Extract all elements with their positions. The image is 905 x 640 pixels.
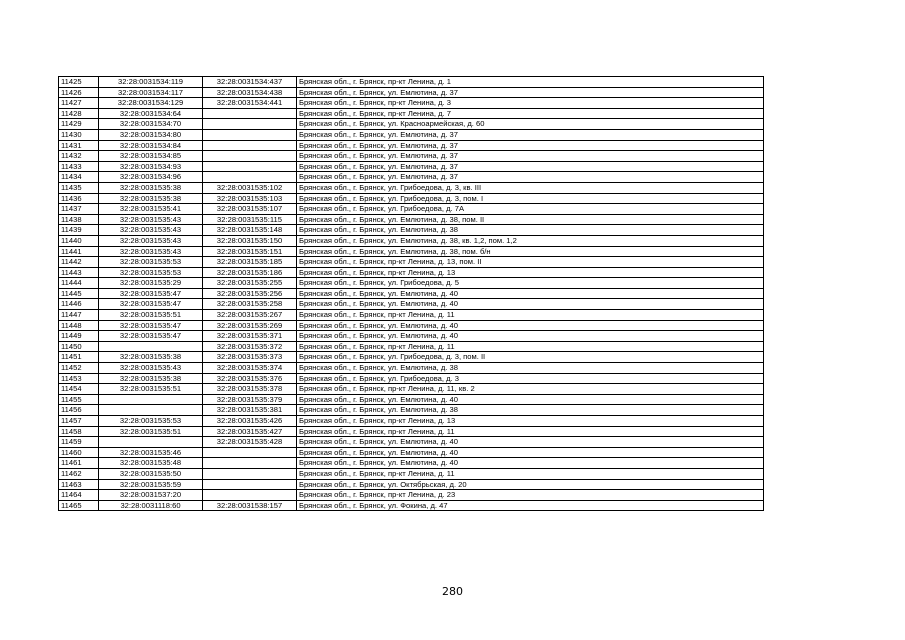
registry-table-body <box>59 77 764 511</box>
land-cadastral-number-cell: 32:28:0031535:50 <box>99 468 203 479</box>
object-cadastral-number-cell: 32:28:0031535:258 <box>203 299 297 310</box>
land-cadastral-number-cell: 32:28:0031535:46 <box>99 447 203 458</box>
row-number-cell: 11463 <box>59 479 99 490</box>
row-number-cell: 11462 <box>59 468 99 479</box>
land-cadastral-number-cell: 32:28:0031534:84 <box>99 140 203 151</box>
land-cadastral-number-cell: 32:28:0031535:51 <box>99 384 203 395</box>
address-cell: Брянская обл., г. Брянск, пр-кт Ленина, д. 13 <box>297 416 764 427</box>
object-cadastral-number-cell: 32:28:0031534:437 <box>203 77 297 88</box>
address-cell: Брянская обл., г. Брянск, ул. Грибоедова, д. 5 <box>297 278 764 289</box>
land-cadastral-number-cell: 32:28:0031537:20 <box>99 490 203 501</box>
row-number-cell: 11459 <box>59 437 99 448</box>
row-number-cell: 11439 <box>59 225 99 236</box>
row-number-cell: 11449 <box>59 331 99 342</box>
table-row <box>59 363 764 374</box>
table-row <box>59 108 764 119</box>
land-cadastral-number-cell: 32:28:0031535:41 <box>99 204 203 215</box>
table-row <box>59 299 764 310</box>
address-cell: Брянская обл., г. Брянск, ул. Красноармейская, д. 60 <box>297 119 764 130</box>
row-number-cell: 11460 <box>59 447 99 458</box>
land-cadastral-number-cell <box>99 437 203 448</box>
address-cell: Брянская обл., г. Брянск, пр-кт Ленина, д. 1 <box>297 77 764 88</box>
row-number-cell: 11446 <box>59 299 99 310</box>
object-cadastral-number-cell: 32:28:0031535:267 <box>203 310 297 321</box>
address-cell: Брянская обл., г. Брянск, ул. Емлютина, д. 40 <box>297 394 764 405</box>
address-cell: Брянская обл., г. Брянск, ул. Емлютина, д. 40 <box>297 299 764 310</box>
land-cadastral-number-cell: 32:28:0031535:47 <box>99 320 203 331</box>
land-cadastral-number-cell: 32:28:0031535:48 <box>99 458 203 469</box>
address-cell: Брянская обл., г. Брянск, ул. Емлютина, д. 40 <box>297 447 764 458</box>
row-number-cell: 11452 <box>59 363 99 374</box>
land-cadastral-number-cell: 32:28:0031535:47 <box>99 288 203 299</box>
address-cell: Брянская обл., г. Брянск, ул. Емлютина, д. 40 <box>297 458 764 469</box>
row-number-cell: 11427 <box>59 98 99 109</box>
address-cell: Брянская обл., г. Брянск, ул. Емлютина, д. 37 <box>297 87 764 98</box>
object-cadastral-number-cell <box>203 129 297 140</box>
table-row <box>59 437 764 448</box>
land-cadastral-number-cell: 32:28:0031535:38 <box>99 182 203 193</box>
table-row <box>59 235 764 246</box>
address-cell: Брянская обл., г. Брянск, пр-кт Ленина, д. 11 <box>297 310 764 321</box>
table-row <box>59 288 764 299</box>
address-cell: Брянская обл., г. Брянск, ул. Емлютина, д. 37 <box>297 151 764 162</box>
address-cell: Брянская обл., г. Брянск, пр-кт Ленина, д. 11 <box>297 341 764 352</box>
land-cadastral-number-cell <box>99 394 203 405</box>
object-cadastral-number-cell <box>203 468 297 479</box>
address-cell: Брянская обл., г. Брянск, пр-кт Ленина, д. 11 <box>297 468 764 479</box>
address-cell: Брянская обл., г. Брянск, ул. Грибоедова, д. 3, пом. II <box>297 352 764 363</box>
row-number-cell: 11429 <box>59 119 99 130</box>
land-cadastral-number-cell: 32:28:0031535:38 <box>99 193 203 204</box>
row-number-cell: 11458 <box>59 426 99 437</box>
land-cadastral-number-cell: 32:28:0031534:70 <box>99 119 203 130</box>
table-row <box>59 320 764 331</box>
object-cadastral-number-cell <box>203 172 297 183</box>
table-row <box>59 151 764 162</box>
land-cadastral-number-cell: 32:28:0031534:96 <box>99 172 203 183</box>
page-number: 280 <box>442 585 463 598</box>
row-number-cell: 11465 <box>59 500 99 511</box>
address-cell: Брянская обл., г. Брянск, ул. Емлютина, д. 38, кв. 1,2, пом. 1,2 <box>297 235 764 246</box>
table-row <box>59 352 764 363</box>
object-cadastral-number-cell: 32:28:0031535:373 <box>203 352 297 363</box>
table-row <box>59 490 764 501</box>
address-cell: Брянская обл., г. Брянск, ул. Емлютина, д. 37 <box>297 172 764 183</box>
address-cell: Брянская обл., г. Брянск, ул. Емлютина, д. 37 <box>297 140 764 151</box>
object-cadastral-number-cell: 32:28:0031535:255 <box>203 278 297 289</box>
row-number-cell: 11425 <box>59 77 99 88</box>
row-number-cell: 11433 <box>59 161 99 172</box>
address-cell: Брянская обл., г. Брянск, пр-кт Ленина, д. 13, пом. II <box>297 257 764 268</box>
address-cell: Брянская обл., г. Брянск, пр-кт Ленина, д. 11 <box>297 426 764 437</box>
land-cadastral-number-cell: 32:28:0031535:43 <box>99 235 203 246</box>
land-cadastral-number-cell: 32:28:0031535:38 <box>99 352 203 363</box>
row-number-cell: 11434 <box>59 172 99 183</box>
object-cadastral-number-cell: 32:28:0031538:157 <box>203 500 297 511</box>
row-number-cell: 11451 <box>59 352 99 363</box>
address-cell: Брянская обл., г. Брянск, ул. Грибоедова, д. 3 <box>297 373 764 384</box>
row-number-cell: 11454 <box>59 384 99 395</box>
object-cadastral-number-cell: 32:28:0031535:427 <box>203 426 297 437</box>
row-number-cell: 11437 <box>59 204 99 215</box>
row-number-cell: 11440 <box>59 235 99 246</box>
table-row <box>59 246 764 257</box>
object-cadastral-number-cell <box>203 108 297 119</box>
row-number-cell: 11445 <box>59 288 99 299</box>
address-cell: Брянская обл., г. Брянск, ул. Емлютина, д. 38 <box>297 405 764 416</box>
table-row <box>59 161 764 172</box>
object-cadastral-number-cell <box>203 479 297 490</box>
land-cadastral-number-cell: 32:28:0031534:64 <box>99 108 203 119</box>
table-row <box>59 129 764 140</box>
row-number-cell: 11438 <box>59 214 99 225</box>
land-cadastral-number-cell: 32:28:0031118:60 <box>99 500 203 511</box>
table-row <box>59 140 764 151</box>
address-cell: Брянская обл., г. Брянск, пр-кт Ленина, д. 11, кв. 2 <box>297 384 764 395</box>
object-cadastral-number-cell <box>203 458 297 469</box>
land-cadastral-number-cell: 32:28:0031535:51 <box>99 426 203 437</box>
object-cadastral-number-cell <box>203 151 297 162</box>
object-cadastral-number-cell <box>203 119 297 130</box>
address-cell: Брянская обл., г. Брянск, ул. Емлютина, д. 37 <box>297 129 764 140</box>
table-row <box>59 119 764 130</box>
row-number-cell: 11464 <box>59 490 99 501</box>
land-cadastral-number-cell: 32:28:0031534:85 <box>99 151 203 162</box>
table-row <box>59 77 764 88</box>
object-cadastral-number-cell <box>203 447 297 458</box>
table-row <box>59 331 764 342</box>
object-cadastral-number-cell <box>203 140 297 151</box>
table-row <box>59 182 764 193</box>
land-cadastral-number-cell: 32:28:0031534:80 <box>99 129 203 140</box>
address-cell: Брянская обл., г. Брянск, ул. Грибоедова, д. 7А <box>297 204 764 215</box>
table-row <box>59 267 764 278</box>
table-row <box>59 214 764 225</box>
land-cadastral-number-cell: 32:28:0031534:117 <box>99 87 203 98</box>
land-cadastral-number-cell: 32:28:0031535:47 <box>99 299 203 310</box>
row-number-cell: 11453 <box>59 373 99 384</box>
address-cell: Брянская обл., г. Брянск, ул. Емлютина, д. 40 <box>297 437 764 448</box>
object-cadastral-number-cell: 32:28:0031535:428 <box>203 437 297 448</box>
object-cadastral-number-cell: 32:28:0031535:115 <box>203 214 297 225</box>
row-number-cell: 11450 <box>59 341 99 352</box>
row-number-cell: 11426 <box>59 87 99 98</box>
object-cadastral-number-cell: 32:28:0031535:372 <box>203 341 297 352</box>
land-cadastral-number-cell: 32:28:0031535:51 <box>99 310 203 321</box>
object-cadastral-number-cell <box>203 490 297 501</box>
table-row <box>59 341 764 352</box>
object-cadastral-number-cell: 32:28:0031535:371 <box>203 331 297 342</box>
address-cell: Брянская обл., г. Брянск, ул. Емлютина, д. 38 <box>297 363 764 374</box>
table-row <box>59 257 764 268</box>
table-row <box>59 98 764 109</box>
table-row <box>59 310 764 321</box>
address-cell: Брянская обл., г. Брянск, ул. Емлютина, д. 38 <box>297 225 764 236</box>
row-number-cell: 11428 <box>59 108 99 119</box>
table-row <box>59 416 764 427</box>
object-cadastral-number-cell: 32:28:0031535:376 <box>203 373 297 384</box>
row-number-cell: 11456 <box>59 405 99 416</box>
address-cell: Брянская обл., г. Брянск, ул. Емлютина, д. 40 <box>297 320 764 331</box>
row-number-cell: 11441 <box>59 246 99 257</box>
address-cell: Брянская обл., г. Брянск, ул. Грибоедова, д. 3, кв. III <box>297 182 764 193</box>
land-cadastral-number-cell: 32:28:0031535:53 <box>99 267 203 278</box>
land-cadastral-number-cell <box>99 341 203 352</box>
table-row <box>59 426 764 437</box>
table-row <box>59 172 764 183</box>
address-cell: Брянская обл., г. Брянск, ул. Емлютина, д. 38, пом. б/н <box>297 246 764 257</box>
object-cadastral-number-cell: 32:28:0031535:269 <box>203 320 297 331</box>
land-cadastral-number-cell: 32:28:0031535:47 <box>99 331 203 342</box>
table-row <box>59 405 764 416</box>
row-number-cell: 11448 <box>59 320 99 331</box>
table-row <box>59 479 764 490</box>
address-cell: Брянская обл., г. Брянск, пр-кт Ленина, д. 3 <box>297 98 764 109</box>
land-cadastral-number-cell: 32:28:0031535:53 <box>99 416 203 427</box>
table-row <box>59 193 764 204</box>
row-number-cell: 11461 <box>59 458 99 469</box>
table-row <box>59 204 764 215</box>
row-number-cell: 11444 <box>59 278 99 289</box>
address-cell: Брянская обл., г. Брянск, ул. Емлютина, д. 37 <box>297 161 764 172</box>
table-row <box>59 384 764 395</box>
land-cadastral-number-cell: 32:28:0031534:119 <box>99 77 203 88</box>
row-number-cell: 11442 <box>59 257 99 268</box>
land-cadastral-number-cell: 32:28:0031535:43 <box>99 214 203 225</box>
object-cadastral-number-cell: 32:28:0031535:150 <box>203 235 297 246</box>
table-row <box>59 500 764 511</box>
object-cadastral-number-cell: 32:28:0031535:107 <box>203 204 297 215</box>
object-cadastral-number-cell: 32:28:0031535:426 <box>203 416 297 427</box>
row-number-cell: 11430 <box>59 129 99 140</box>
address-cell: Брянская обл., г. Брянск, ул. Емлютина, д. 40 <box>297 288 764 299</box>
address-cell: Брянская обл., г. Брянск, ул. Октябрьская, д. 20 <box>297 479 764 490</box>
table-row <box>59 87 764 98</box>
address-cell: Брянская обл., г. Брянск, ул. Грибоедова, д. 3, пом. I <box>297 193 764 204</box>
land-cadastral-number-cell: 32:28:0031535:38 <box>99 373 203 384</box>
table-row <box>59 278 764 289</box>
address-cell: Брянская обл., г. Брянск, пр-кт Ленина, д. 23 <box>297 490 764 501</box>
table-row <box>59 468 764 479</box>
address-cell: Брянская обл., г. Брянск, ул. Фокина, д. 47 <box>297 500 764 511</box>
object-cadastral-number-cell: 32:28:0031535:148 <box>203 225 297 236</box>
land-cadastral-number-cell: 32:28:0031535:59 <box>99 479 203 490</box>
land-cadastral-number-cell: 32:28:0031535:43 <box>99 246 203 257</box>
row-number-cell: 11431 <box>59 140 99 151</box>
row-number-cell: 11436 <box>59 193 99 204</box>
land-cadastral-number-cell: 32:28:0031534:129 <box>99 98 203 109</box>
row-number-cell: 11455 <box>59 394 99 405</box>
object-cadastral-number-cell: 32:28:0031535:374 <box>203 363 297 374</box>
row-number-cell: 11457 <box>59 416 99 427</box>
row-number-cell: 11432 <box>59 151 99 162</box>
land-cadastral-number-cell: 32:28:0031535:43 <box>99 225 203 236</box>
row-number-cell: 11435 <box>59 182 99 193</box>
address-cell: Брянская обл., г. Брянск, ул. Емлютина, д. 40 <box>297 331 764 342</box>
table-row <box>59 225 764 236</box>
object-cadastral-number-cell <box>203 161 297 172</box>
table-row <box>59 447 764 458</box>
registry-table <box>58 76 764 511</box>
object-cadastral-number-cell: 32:28:0031534:438 <box>203 87 297 98</box>
land-cadastral-number-cell <box>99 405 203 416</box>
land-cadastral-number-cell: 32:28:0031534:93 <box>99 161 203 172</box>
table-row <box>59 394 764 405</box>
land-cadastral-number-cell: 32:28:0031535:29 <box>99 278 203 289</box>
object-cadastral-number-cell: 32:28:0031534:441 <box>203 98 297 109</box>
object-cadastral-number-cell: 32:28:0031535:103 <box>203 193 297 204</box>
table-row <box>59 373 764 384</box>
object-cadastral-number-cell: 32:28:0031535:102 <box>203 182 297 193</box>
object-cadastral-number-cell: 32:28:0031535:185 <box>203 257 297 268</box>
address-cell: Брянская обл., г. Брянск, ул. Емлютина, д. 38, пом. II <box>297 214 764 225</box>
row-number-cell: 11443 <box>59 267 99 278</box>
address-cell: Брянская обл., г. Брянск, пр-кт Ленина, д. 7 <box>297 108 764 119</box>
object-cadastral-number-cell: 32:28:0031535:381 <box>203 405 297 416</box>
object-cadastral-number-cell: 32:28:0031535:151 <box>203 246 297 257</box>
row-number-cell: 11447 <box>59 310 99 321</box>
address-cell: Брянская обл., г. Брянск, пр-кт Ленина, д. 13 <box>297 267 764 278</box>
object-cadastral-number-cell: 32:28:0031535:379 <box>203 394 297 405</box>
table-row <box>59 458 764 469</box>
object-cadastral-number-cell: 32:28:0031535:256 <box>203 288 297 299</box>
land-cadastral-number-cell: 32:28:0031535:43 <box>99 363 203 374</box>
object-cadastral-number-cell: 32:28:0031535:378 <box>203 384 297 395</box>
object-cadastral-number-cell: 32:28:0031535:186 <box>203 267 297 278</box>
land-cadastral-number-cell: 32:28:0031535:53 <box>99 257 203 268</box>
